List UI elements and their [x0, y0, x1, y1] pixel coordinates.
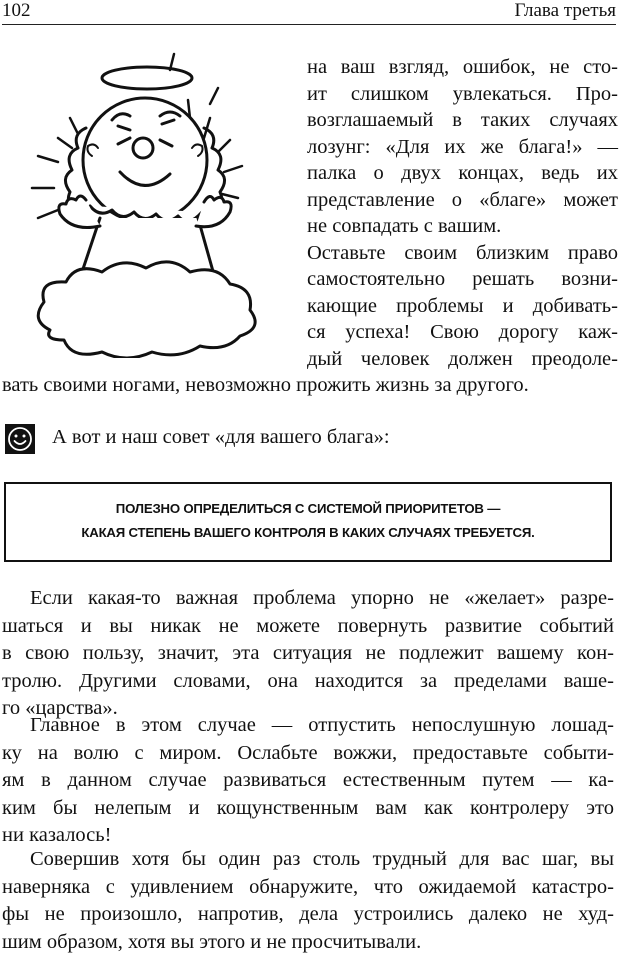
text-line: ким бы нелепым и кощунственным вам как контролеру это	[2, 795, 614, 823]
text-line: Главное в этом случае — отпустить непослушную лошад-	[2, 712, 614, 740]
header-rule	[2, 24, 616, 25]
cherub-illustration	[20, 48, 270, 358]
paragraph	[2, 585, 614, 723]
tip-line: КАКАЯ СТЕПЕНЬ ВАШЕГО КОНТРОЛЯ В КАКИХ СЛУЧАЯХ ТРЕБУЕТСЯ.	[6, 525, 610, 540]
text-line: возглашаемый в таких случаях	[307, 107, 618, 134]
text-line: лозунг: «Для их же блага!» —	[307, 134, 618, 161]
text-line: кающие проблемы и добивать-	[307, 293, 618, 320]
text-line: го «царства».	[2, 695, 614, 723]
page-header	[0, 0, 620, 28]
text-line: ни казалось!	[2, 822, 614, 850]
text-line: наверняка с удивлением обнаружите, что ожидаемой катастро-	[2, 874, 614, 902]
text-line: в свою пользу, значит, эта ситуация не подлежит вашему кон-	[2, 640, 614, 668]
text-line: шаться и вы никак не можете повернуть развитие событий	[2, 613, 614, 641]
text-line: дый человек должен преодоле-	[307, 346, 618, 373]
text-line: ся успеха! Свою дорогу каж-	[307, 319, 618, 346]
text-line: палка о двух концах, ведь их	[307, 160, 618, 187]
text-line: на ваш взгляд, ошибок, не сто-	[307, 54, 618, 81]
text-line: вать своими ногами, невозможно прожить жизнь за другого.	[2, 372, 602, 399]
text-line: представление о «благе» может	[307, 187, 618, 214]
paragraph	[2, 846, 614, 956]
tip-frame	[4, 482, 612, 562]
text-line: ям в данном случае развиваться естественным путем — ка-	[2, 767, 614, 795]
text-line: не совпадать с вашим.	[307, 213, 618, 240]
text-line: шим образом, хотя вы этого и не просчитывали.	[2, 929, 614, 956]
text-line: фы не произошло, напротив, дела устроились далеко не худ-	[2, 901, 614, 929]
text-line: самостоятельно решать возни-	[307, 266, 618, 293]
wrapped-paragraph	[307, 54, 618, 372]
advice-line: А вот и наш совет «для вашего блага»:	[52, 426, 390, 449]
chapter-title: Глава третья	[514, 0, 616, 22]
text-line: тролю. Другими словами, она находится за пределами ваше-	[2, 668, 614, 696]
tip-line: ПОЛЕЗНО ОПРЕДЕЛИТЬСЯ С СИСТЕМОЙ ПРИОРИТЕТОВ —	[6, 501, 610, 516]
paragraph-tail	[2, 372, 602, 399]
paragraph	[2, 712, 614, 850]
text-line: Совершив хотя бы один раз столь трудный для вас шаг, вы	[2, 846, 614, 874]
text-line: ит слишком увлекаться. Про-	[307, 81, 618, 108]
text-line: ку на волю с миром. Ослабьте вожжи, предоставьте событи-	[2, 740, 614, 768]
page-number: 102	[2, 0, 31, 22]
smiley-icon	[5, 424, 35, 454]
text-line: Если какая-то важная проблема упорно не «желает» разре-	[2, 585, 614, 613]
text-line: Оставьте своим близким право	[307, 240, 618, 267]
